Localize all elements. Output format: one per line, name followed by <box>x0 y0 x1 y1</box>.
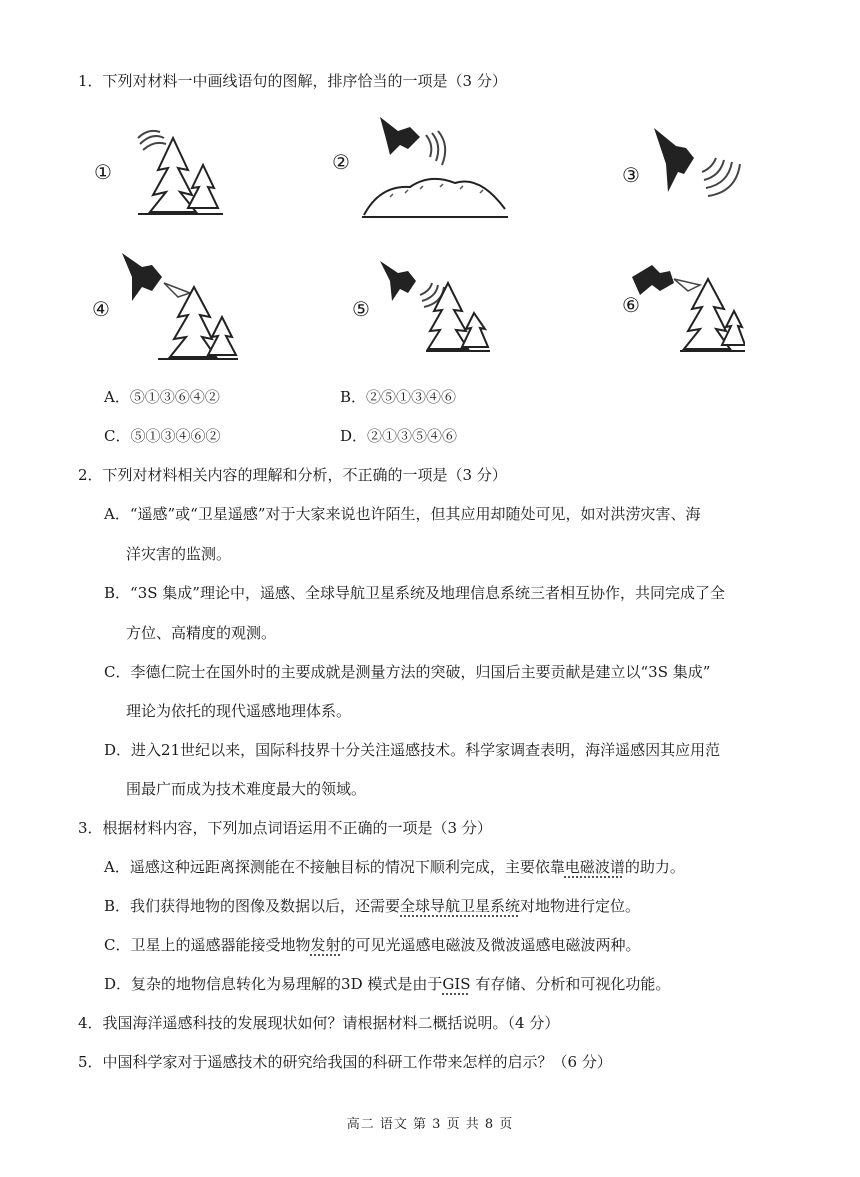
picture-label-6: ⑥ <box>622 293 640 317</box>
q3-option-a[interactable] <box>104 856 685 877</box>
q2-option-d-continued: 围最广而成为技术难度最大的领域。 <box>126 780 367 798</box>
q2-option-a[interactable]: A．“遥感”或“卫星遥感”对于大家来说也许陌生，但其应用却随处可见，如对洪涝灾害、海 <box>104 505 701 523</box>
picture-label-2: ② <box>332 150 350 174</box>
q3-option-d[interactable] <box>104 973 670 994</box>
q2-option-a-continued: 洋灾害的监测。 <box>126 545 232 563</box>
q1-option-c[interactable]: C．⑤①③④⑥② <box>104 427 221 445</box>
q3-option-c[interactable] <box>104 934 641 955</box>
q3-d-dotted-term: GIS <box>442 975 471 993</box>
q3-b-text-after: 对地物进行定位。 <box>520 897 641 915</box>
bat-over-hills-icon <box>360 105 510 223</box>
q2-option-d[interactable]: D．进入21世纪以来，国际科技界十分关注遥感技术。科学家调查表明，海洋遥感因其应用范 <box>104 741 721 759</box>
question-4-stem: 4．我国海洋遥感科技的发展现状如何？请根据材料二概括说明。（4 分） <box>78 1014 560 1032</box>
bat-beam-to-trees-right-icon <box>630 255 745 355</box>
picture-label-1: ① <box>94 160 112 184</box>
picture-label-5: ⑤ <box>352 297 370 321</box>
q1-option-d[interactable]: D．②①③⑤④⑥ <box>340 427 458 445</box>
q3-d-text-after: 有存储、分析和可视化功能。 <box>470 975 671 993</box>
q3-c-text-before: C．卫星上的遥感器能接受地物 <box>104 936 311 954</box>
q2-option-b[interactable]: B．“3S 集成”理论中，遥感、全球导航卫星系统及地理信息系统三者相互协作，共同完成了全 <box>104 584 725 602</box>
picture-label-4: ④ <box>92 297 110 321</box>
q1-option-b[interactable]: B．②⑤①③④⑥ <box>340 388 457 406</box>
page-footer: 高二 语文 第 3 页 共 8 页 <box>346 1117 514 1132</box>
q3-b-dotted-term: 全球导航卫星系统 <box>400 897 521 915</box>
bat-emitting-waves-icon <box>650 122 750 212</box>
q3-a-text-before: A．遥感这种远距离探测能在不接触目标的情况下顺利完成，主要依靠 <box>104 858 565 876</box>
picture-label-3: ③ <box>622 163 640 187</box>
bat-waves-near-trees-icon <box>378 255 490 355</box>
q2-option-c-continued: 理论为依托的现代遥感地理体系。 <box>126 702 352 720</box>
question-2-stem: 2．下列对材料相关内容的理解和分析，不正确的一项是（3 分） <box>78 466 507 484</box>
sound-waves-toward-trees-icon <box>128 120 228 220</box>
bat-beam-to-trees-icon <box>118 247 238 365</box>
q3-c-text-after: 的可见光遥感电磁波及微波遥感电磁波两种。 <box>340 936 641 954</box>
question-5-stem: 5．中国科学家对于遥感技术的研究给我国的科研工作带来怎样的启示？（6 分） <box>78 1053 612 1071</box>
question-1-stem: 1．下列对材料一中画线语句的图解，排序恰当的一项是（3 分） <box>78 72 507 90</box>
q1-option-a[interactable]: A．⑤①③⑥④② <box>104 388 220 406</box>
q2-option-b-continued: 方位、高精度的观测。 <box>126 624 277 642</box>
q3-b-text-before: B．我们获得地物的图像及数据以后，还需要 <box>104 897 401 915</box>
q3-a-text-after: 的助力。 <box>624 858 685 876</box>
q3-option-b[interactable] <box>104 895 640 916</box>
q3-d-text-before: D．复杂的地物信息转化为易理解的3D 模式是由于 <box>104 975 443 993</box>
q2-option-c[interactable]: C．李德仁院士在国外时的主要成就是测量方法的突破，归国后主要贡献是建立以“3S 集成” <box>104 663 711 681</box>
q3-a-dotted-term: 电磁波谱 <box>564 858 625 876</box>
question-3-stem: 3．根据材料内容，下列加点词语运用不正确的一项是（3 分） <box>78 819 492 837</box>
q3-c-dotted-term: 发射 <box>310 936 341 954</box>
